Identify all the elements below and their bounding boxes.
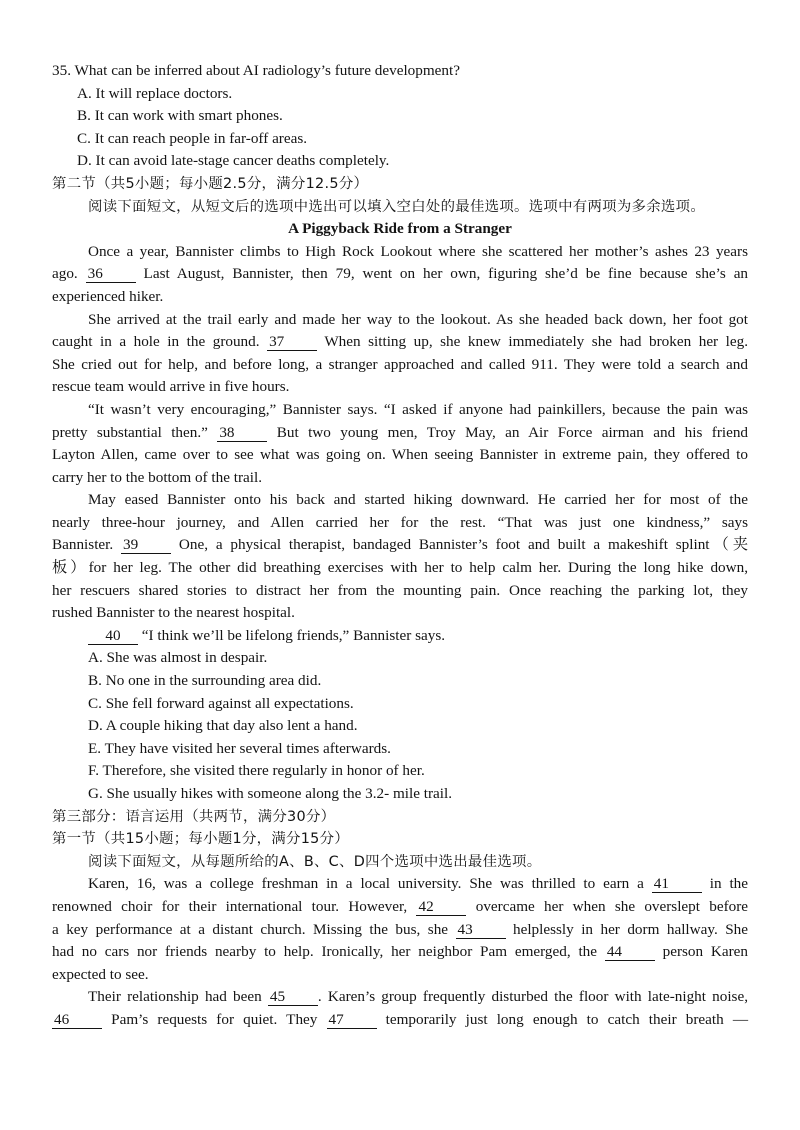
passage-line: a key performance at a distant church. Missing the bus, she 43 helplessly in her dorm hallway. She [52, 920, 748, 938]
blank-44[interactable]: 44 [605, 943, 655, 961]
passage-line: Bannister. 39 One, a physical therapist, bandaged Bannister’s foot and built a makeshift splint（夹 [52, 536, 749, 554]
q35-option-d: D. It can avoid late-stage cancer deaths completely. [77, 152, 390, 170]
option-c: C. She fell forward against all expectations. [88, 694, 354, 712]
blank-36[interactable]: 36 [86, 265, 136, 283]
passage-line: renowned choir for their international tour. However, 42 overcame her when she overslept before [52, 897, 749, 915]
blank-38[interactable]: 38 [217, 424, 267, 442]
passage-line: 40 “I think we’ll be lifelong friends,” Bannister says. [52, 625, 748, 648]
q35-option-b: B. It can work with smart phones. [77, 107, 283, 125]
option-f: F. Therefore, she visited there regularly in honor of her. [88, 762, 425, 780]
blank-39[interactable]: 39 [121, 536, 171, 554]
passage-line: carry her to the bottom of the trail. [52, 468, 263, 486]
question-35-stem: 35. What can be inferred about AI radiology’s future development? [52, 62, 460, 79]
part3-instruction: 阅读下面短文，从每题所给的A、B、C、D四个选项中选出最佳选项。 [88, 853, 542, 870]
option-e: E. They have visited her several times afterwards. [88, 739, 391, 757]
passage-line: Karen, 16, was a college freshman in a local university. She was thrilled to earn a 41 in the [88, 875, 748, 893]
passage-line: nearly three-hour journey, and Allen carried her for the rest. “That was just one kindness,” says [52, 513, 748, 531]
passage-line: 板）for her leg. The other did breathing exercises with her to help calm her. During the long hike down, [52, 559, 748, 577]
blank-40[interactable]: 40 [88, 627, 138, 645]
part3-sub-heading: 第一节（共15小题；每小题1分，满分15分） [52, 831, 350, 848]
blank-37[interactable]: 37 [267, 333, 317, 351]
option-b: B. No one in the surrounding area did. [88, 672, 322, 690]
blank-43[interactable]: 43 [456, 921, 506, 939]
passage-line: ago. 36 Last August, Bannister, then 79, went on her own, figuring she’d be fine because she’s an [52, 265, 749, 283]
option-a: A. She was almost in despair. [88, 649, 268, 667]
passage-line: pretty substantial then.” 38 But two young men, Troy May, an Air Force airman and his friend [52, 423, 749, 441]
passage-line: Layton Allen, came over to see what was going on. When seeing Bannister in extreme pain, they offered to [52, 446, 748, 464]
option-d: D. A couple hiking that day also lent a hand. [88, 717, 358, 735]
passage-line: experienced hiker. [52, 287, 164, 305]
passage-line: expected to see. [52, 965, 149, 983]
blank-45[interactable]: 45 [268, 988, 318, 1006]
option-g: G. She usually hikes with someone along the 3.2- mile trail. [88, 785, 453, 802]
passage-line: Once a year, Bannister climbs to High Rock Lookout where she scattered her mother’s ashes 23 years [88, 242, 748, 260]
passage-title: A Piggyback Ride from a Stranger [288, 220, 512, 238]
passage-line: She arrived at the trail early and made her way to the lookout. As she headed back down, her foot got [88, 310, 748, 328]
passage-line: 46 Pam’s requests for quiet. They 47 temporarily just long enough to catch their breath — [54, 1010, 749, 1028]
q35-option-c: C. It can reach people in far-off areas. [77, 129, 308, 147]
passage-line: Their relationship had been 45 . Karen’s group frequently disturbed the floor with late-night noise, [88, 988, 749, 1006]
passage-line: her rescuers shared stories to distract her from the mounting pain. Once reaching the parking lot, they [52, 581, 748, 599]
passage-line: rushed Bannister to the nearest hospital. [52, 604, 295, 622]
passage-line: May eased Bannister onto his back and started hiking downward. He carried her for most of the [88, 491, 748, 509]
passage-line: rescue team would arrive in five hours. [52, 378, 290, 396]
q35-option-a: A. It will replace doctors. [77, 84, 233, 102]
blank-41[interactable]: 41 [652, 875, 702, 893]
passage-line: had no cars nor friends nearby to help. Ironically, her neighbor Pam emerged, the 44 person Karen [52, 943, 748, 961]
passage-line: caught in a hole in the ground. 37 When sitting up, she knew immediately she had broken her leg. [52, 333, 748, 351]
blank-47[interactable]: 47 [327, 1011, 377, 1029]
blank-42[interactable]: 42 [416, 898, 466, 916]
section2-instruction: 阅读下面短文，从短文后的选项中选出可以填入空白处的最佳选项。选项中有两项为多余选项。 [88, 198, 706, 215]
section2-heading: 第二节（共5小题；每小题2.5分，满分12.5分） [52, 175, 369, 192]
blank-46[interactable]: 46 [52, 1011, 102, 1029]
part3-heading: 第三部分：语言运用（共两节，满分30分） [52, 808, 336, 825]
passage-line: She cried out for help, and before long, a stranger approached and called 911. They were told a search and [52, 355, 748, 373]
passage-line: “It wasn’t very encouraging,” Bannister says. “I asked if anyone had painkillers, because the pain was [88, 400, 748, 418]
